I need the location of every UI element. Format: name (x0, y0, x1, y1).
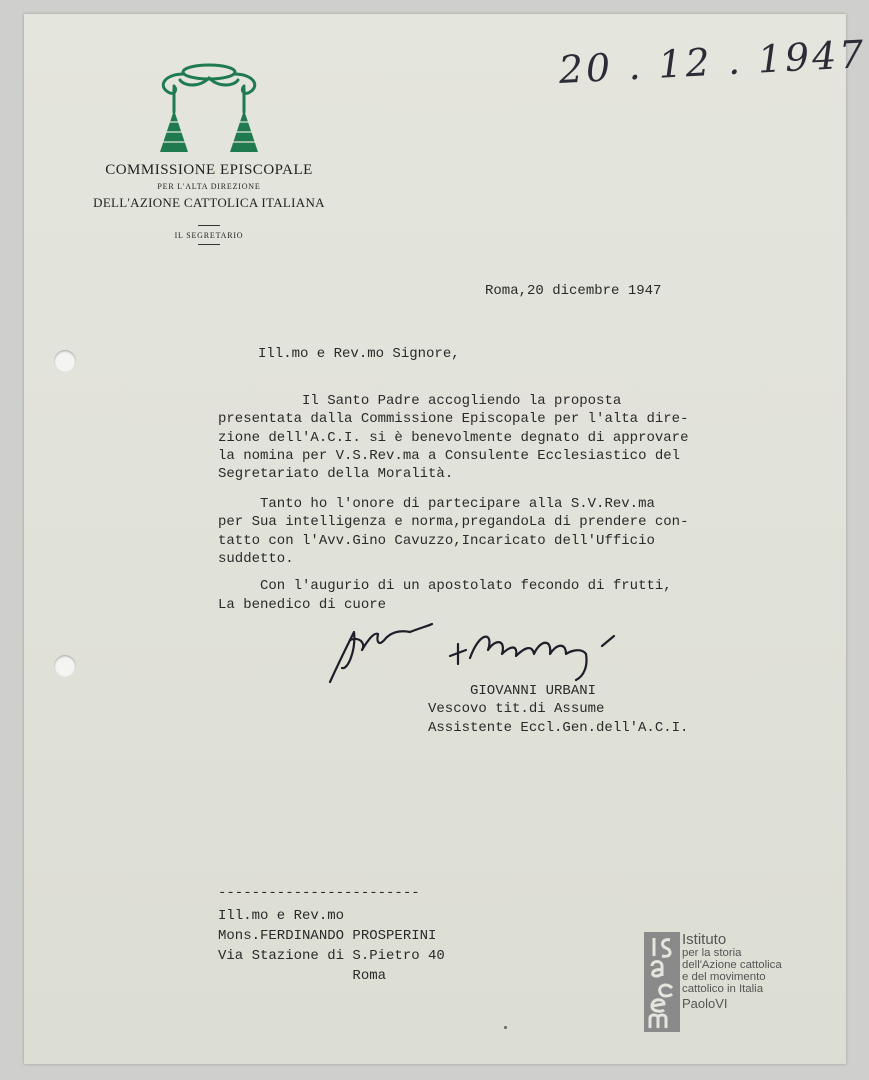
archive-logo-text (682, 932, 797, 1010)
signatory-role: Assistente Eccl.Gen.dell'A.C.I. (428, 719, 689, 736)
recipient-honorific: Ill.mo e Rev.mo (218, 908, 345, 924)
isacem-logo-icon (644, 932, 682, 1032)
punch-hole (54, 655, 76, 677)
address-separator: ------------------------ (218, 885, 420, 901)
letter-date: Roma,20 dicembre 1947 (485, 283, 662, 299)
logo-name: PaoloVI (682, 995, 728, 1011)
letterhead-divider (198, 244, 220, 245)
logo-title: Istituto (682, 931, 727, 948)
handwritten-date: 20 . 12 . 1947 (557, 31, 868, 93)
punch-hole (54, 350, 76, 372)
closing-line: La benedico di cuore (218, 597, 387, 613)
paragraph-1: Il Santo Padre accogliendo la proposta presentata dalla Commissione Episcopale per l'alta dire- zione dell'A.C.I. si è benevolmente degnato di approvare la nomina per V.S.Rev.ma a Consulente Ecclesiastico del Segretariato della Moralità. (218, 393, 689, 483)
recipient-city: Roma (218, 968, 387, 984)
signatory-title: Vescovo tit.di Assume (428, 701, 605, 718)
logo-line: per la storia (682, 946, 742, 959)
paragraph-3: Con l'augurio di un apostolato fecondo di frutti, (218, 578, 672, 594)
episcopal-hat-crest-icon (154, 60, 264, 160)
recipient-name: Mons.FERDINANDO PROSPERINI (218, 928, 437, 944)
paragraph-2: Tanto ho l'onore di partecipare alla S.V.Rev.ma per Sua intelligenza e norma,pregandoLa di prendere con- tatto con l'Avv.Gino Cavuzzo,Incaricato dell'Ufficio suddetto. (218, 496, 689, 567)
archive-watermark-logo (644, 932, 794, 1032)
letterhead-organization: DELL'AZIONE CATTOLICA ITALIANA (93, 195, 325, 210)
recipient-street: Via Stazione di S.Pietro 40 (218, 948, 445, 964)
letterhead-divider (198, 225, 220, 226)
logo-line: e del movimento (682, 970, 766, 983)
recipient-address (218, 906, 445, 986)
logo-line: cattolico in Italia (682, 982, 764, 995)
signatory-name: GIOVANNI URBANI (428, 683, 597, 699)
salutation: Ill.mo e Rev.mo Signore, (258, 346, 460, 362)
letterhead (74, 162, 344, 245)
letterhead-office: IL SEGRETARIO (174, 231, 244, 240)
letterhead-title: COMMISSIONE EPISCOPALE (105, 162, 313, 178)
letterhead-subtitle: PER L'ALTA DIREZIONE (157, 182, 261, 191)
paper-mark (504, 1026, 507, 1029)
logo-line: dell'Azione cattolica (682, 958, 782, 971)
signature-block (428, 682, 688, 737)
